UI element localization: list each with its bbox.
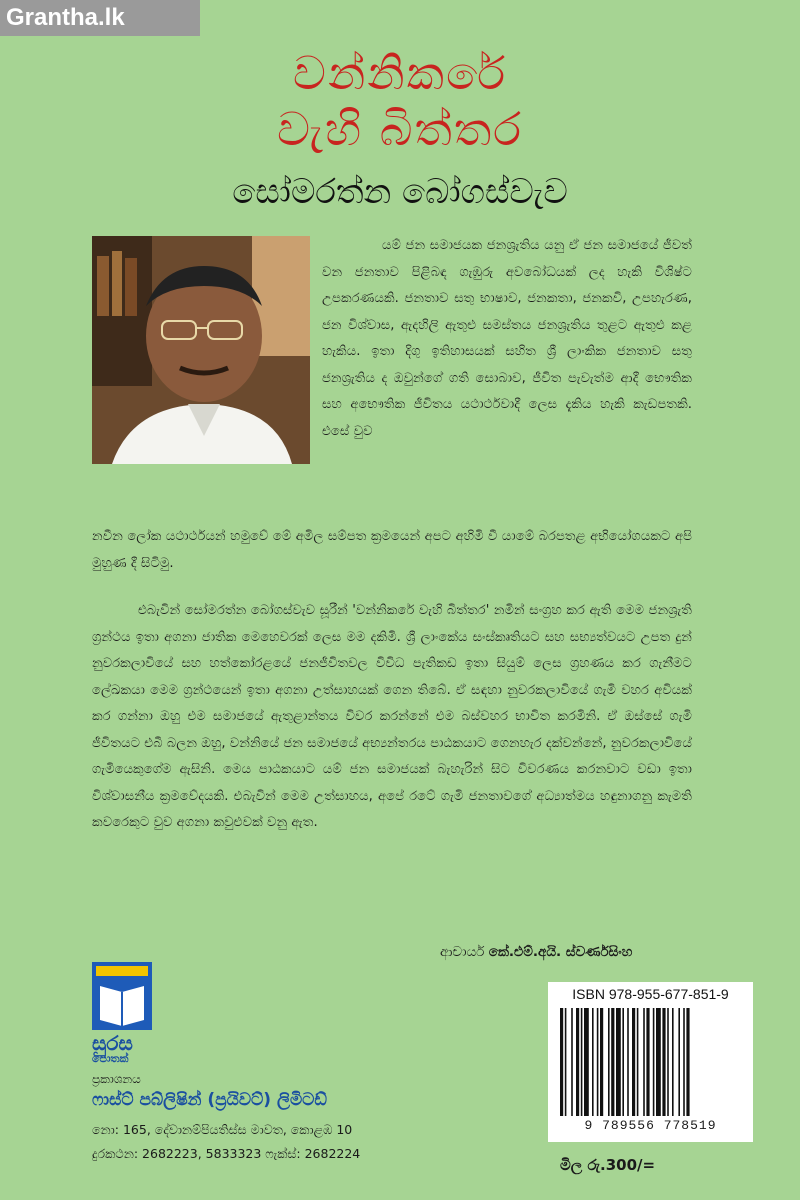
author-portrait-image <box>92 236 310 464</box>
book-title-line-2: වැහි බිත්තර <box>276 102 524 156</box>
publisher-name: ෆාස්ට් පබ්ලිෂින් (ප්‍රයිවට්) ලිමිටඩ් <box>92 1090 327 1110</box>
intro-paragraph-part-2: නවීන ලෝක යථාර්ථයන් හමුවේ මේ අමිල සම්පත ක්‍රමයෙන් අපට අහිමි වී යාමේ බරපතළ අභියෝගයකට අපි මුහුණ දී සිටිමු. <box>92 529 692 571</box>
publisher-phones: දුරකථන: 2682223, 5833323 ෆැක්ස්: 2682224 <box>92 1146 361 1161</box>
book-price: මිල රු.300/= <box>560 1156 656 1174</box>
barcode-bars-icon <box>558 1008 743 1116</box>
reviewer-signature <box>440 944 700 960</box>
publisher-address: නො: 165, දේවානම්පියතිස්ස මාවත, කොළඹ 10 <box>92 1122 353 1137</box>
reviewer-title: ආචාර්ය <box>440 944 485 960</box>
author-portrait <box>92 236 310 464</box>
author-name: සෝමරත්න බෝගස්වැව <box>232 172 568 212</box>
publisher-label: ප්‍රකාශනය <box>92 1072 141 1086</box>
site-watermark: Grantha.lk <box>0 0 200 36</box>
book-title-line-1: වන්නිකරේ <box>292 46 508 100</box>
publisher-logo-name: සුරස <box>92 1031 133 1055</box>
publisher-logo-icon <box>92 962 152 1030</box>
isbn-number: ISBN 978-955-677-851-9 <box>572 986 729 1002</box>
review-paragraph: එබැවින් සෝමරත්න බෝගස්වැව සූරීන් 'වන්නිකරේ වැහි බිත්තර' නමින් සංග්‍රහ කර ඇති මෙම ජනශ්‍රැති ග්‍රන්ථය ඉතා අගනා ජාතික මෙහෙවරක් ලෙස මම දකිමි. ශ්‍රී ලාංකේය සංස්කෘතියට සහ සභ්‍යත්වයට උපත දුන් නුවරකලාවියේ සහ හත්කෝරළයේ ජනජීවිතවල විවිධ පැතිකඩ ඉතා සියුම් ලෙස ග්‍රහණය කර ගැනීමට ලේඛකයා මෙම ග්‍රන්ථයෙන් ඉතා අගනා උත්සාහයක් ගෙන තිබේ. ඒ සඳහා නුවරකලාවියේ ගැමි වහර අවියක් කර ගන්නා ඔහු එම සමාජයේ ඇතුළාන්තය විවර කරන්නේ එම බස්වහර භාවිත කරමිනි. ඒ ඔස්සේ ගැමි ජීවිතයට එබී බලන ඔහු, වන්නියේ ජන සමාජයේ අභ්‍යන්තරය පාඨකයාට ගෙනහැර දක්වන්නේ, නුවරකලාවියේ ගැමියෙකුගේම ඇසිනි. මෙය පාඨකයාට යම් ජන සමාජයක් බැහැරින් සිට විවරණය කරනවාට වඩා ඉතා විශ්වාසනීය ක්‍රමවේදයකි. එබැවින් මෙම උත්සාහය, අපේ රටේ ගැමි ජනතාවගේ අධ්‍යාත්මය හඳුනාගනු කැමති කවරෙකුට වුව අගනා කවුළුවක් වනු ඇත. <box>92 603 692 830</box>
barcode-digits: 9 789556 778519 <box>584 1118 717 1133</box>
publisher-logo-tagline: පොතක් <box>92 1052 129 1065</box>
reviewer-name: කේ.එම්.අයි. ස්වර්ණසිංහ <box>488 944 633 960</box>
intro-paragraph-part-1: යම් ජන සමාජයක ජනශ්‍රැතිය යනු ඒ ජන සමාජයේ ජීවත් වන ජනතාව පිළිබඳ ගැඹුරු අවබෝධයක් ලද හැකි විශිෂ්ට උපකරණයකි. ජනතාව සතු භාෂාව, ජනකතා, ජනකවි, උපහැරණ, ජන විශ්වාස, ඇදහිලි ඇතුළු සමස්තය ජනශ්‍රැතිය තුළට ඇතුළු කළ හැකිය. ඉතා දිගු ඉතිහාසයක් සහිත ශ්‍රී ලාංකික ජනතාව සතු ජනශ්‍රැතිය ද ඔවුන්ගේ ගති සොබාව, ජීවිත පැවැත්ම ආදී භෞතික සහ අභෞතික ජීවිතය යථාර්ථවාදී ලෙස දැකිය හැකි කැඩපතකි. එසේ වුව <box>322 238 692 439</box>
isbn-barcode <box>548 982 753 1142</box>
